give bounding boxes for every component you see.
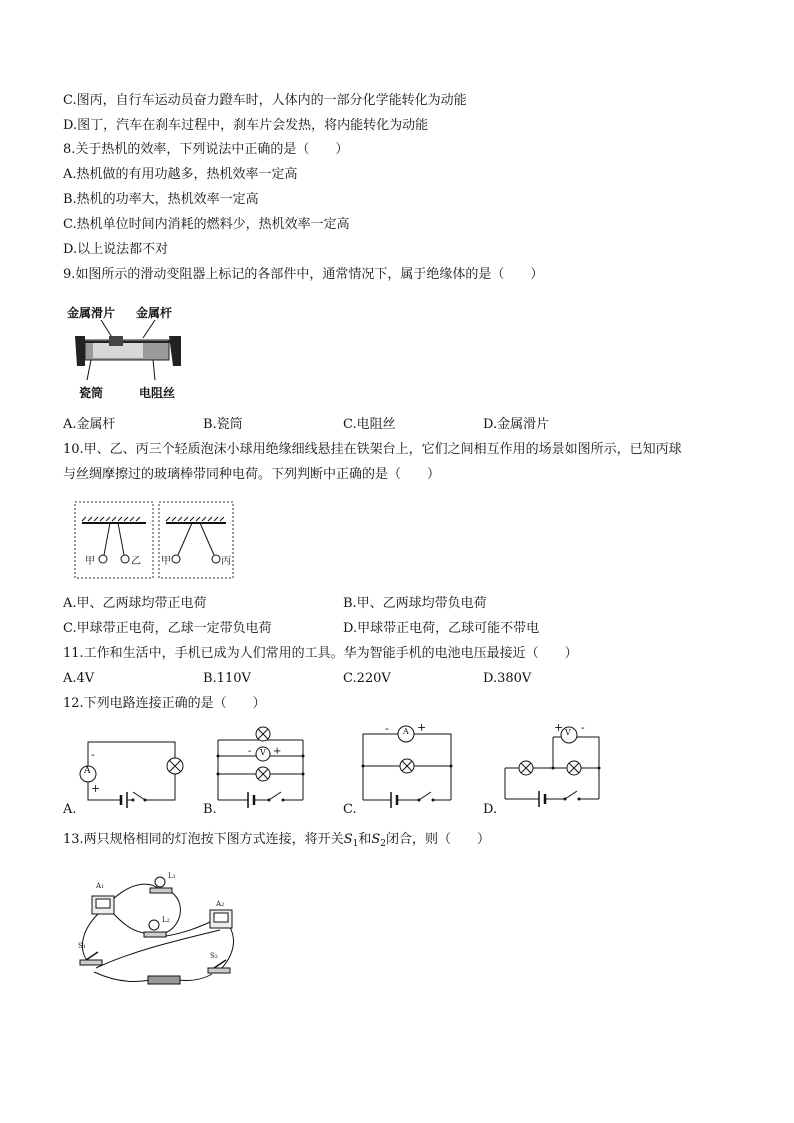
- circuit-a-minus: -: [91, 748, 95, 761]
- q8-option-d: D.以上说法都不对: [63, 242, 169, 257]
- q9-stem: 9.如图所示的滑动变阻器上标记的各部件中，通常情况下，属于绝缘体的是（ ）: [63, 267, 544, 282]
- balls-drawing: [74, 501, 234, 579]
- q9-option-a: A.金属杆: [63, 417, 116, 432]
- circuit-c-label: C.: [343, 802, 357, 817]
- label-a2: A2: [216, 900, 225, 908]
- q10-stem-line1: 10.甲、乙、丙三个轻质泡沫小球用绝缘细线悬挂在铁架台上，它们之间相互作用的场景如图所示，已知丙球: [63, 442, 682, 457]
- circuit-d-minus: -: [581, 721, 585, 734]
- q10-option-d: D.甲球带正电荷，乙球可能不带电: [343, 621, 540, 636]
- q12-stem: 12.下列电路连接正确的是（ ）: [63, 696, 266, 711]
- circuit-d-label: D.: [483, 802, 498, 817]
- circuit-a-ammeter-label: A: [84, 766, 91, 776]
- q7-option-c: C.图丙，自行车运动员奋力蹬车时，人体内的一部分化学能转化为动能: [63, 93, 467, 108]
- q8-option-a: A.热机做的有用功越多，热机效率一定高: [63, 167, 298, 182]
- q9-option-c: C.电阻丝: [343, 417, 396, 432]
- circuit-b-voltmeter-label: V: [260, 748, 266, 757]
- physical-circuit-figure: [70, 872, 245, 992]
- circuit-d: [483, 719, 608, 820]
- q8-stem: 8.关于热机的效率，下列说法中正确的是（ ）: [63, 142, 349, 157]
- q7-option-d: D.图丁，汽车在刹车过程中，刹车片会发热，将内能转化为动能: [63, 118, 429, 133]
- circuit-d-voltmeter-label: V: [565, 728, 571, 737]
- circuit-b-minus: -: [248, 746, 252, 757]
- circuit-c-drawing: [343, 722, 458, 820]
- circuit-b-drawing: [203, 724, 313, 820]
- circuit-a-drawing: [63, 730, 188, 820]
- circuit-c-ammeter-label: A: [403, 727, 409, 736]
- label-s2: S2: [210, 952, 218, 960]
- q11-option-c: C.220V: [343, 671, 391, 686]
- q11-option-a: A.4V: [63, 671, 95, 686]
- label-l2: L2: [162, 916, 170, 924]
- q11-option-b: B.110V: [203, 671, 251, 686]
- q8-option-b: B.热机的功率大，热机效率一定高: [63, 192, 259, 207]
- q9-option-b: B.瓷筒: [203, 417, 243, 432]
- circuit-b: [203, 724, 313, 820]
- label-a1: A1: [96, 882, 105, 890]
- rheostat-figure: [63, 302, 203, 406]
- q9-option-d: D.金属滑片: [483, 417, 550, 432]
- q10-option-c: C.甲球带正电荷，乙球一定带负电荷: [63, 621, 272, 636]
- ball-yi: 乙: [131, 556, 141, 567]
- label-wire: 电阻丝: [139, 386, 176, 400]
- charged-balls-figure: [74, 501, 234, 579]
- physical-circuit-drawing: [70, 872, 245, 992]
- label-tube: 瓷筒: [79, 386, 104, 400]
- ball-jia-right: 甲: [161, 556, 171, 567]
- ball-bing: 丙: [221, 556, 231, 567]
- q8-option-c: C.热机单位时间内消耗的燃料少，热机效率一定高: [63, 217, 350, 232]
- label-rod: 金属杆: [136, 306, 173, 320]
- circuit-a: [63, 730, 188, 820]
- circuit-c: [343, 722, 458, 820]
- q11-option-d: D.380V: [483, 671, 532, 686]
- circuit-b-plus: +: [273, 746, 282, 757]
- circuit-d-plus: +: [554, 721, 564, 734]
- q13-stem: 13.两只规格相同的灯泡按下图方式连接，将开关$S_1$和$S_2$闭合，则（ ）: [63, 832, 490, 849]
- label-l1: L1: [168, 872, 176, 880]
- circuit-d-drawing: [483, 719, 608, 820]
- circuit-a-label: A.: [63, 802, 77, 817]
- q10-stem-line2: 与丝绸摩擦过的玻璃棒带同种电荷。下列判断中正确的是（ ）: [63, 467, 441, 482]
- circuit-c-minus: -: [385, 722, 389, 735]
- q10-option-a: A.甲、乙两球均带正电荷: [63, 596, 207, 611]
- q10-option-b: B.甲、乙两球均带负电荷: [343, 596, 487, 611]
- q11-stem: 11.工作和生活中，手机已成为人们常用的工具。华为智能手机的电池电压最接近（ ）: [63, 646, 578, 661]
- label-s1: S1: [78, 942, 86, 950]
- circuit-a-plus: +: [91, 782, 101, 795]
- label-slider: 金属滑片: [67, 306, 116, 320]
- ball-jia-left: 甲: [85, 556, 95, 567]
- circuit-b-label: B.: [203, 802, 217, 817]
- circuit-c-plus: +: [417, 721, 427, 734]
